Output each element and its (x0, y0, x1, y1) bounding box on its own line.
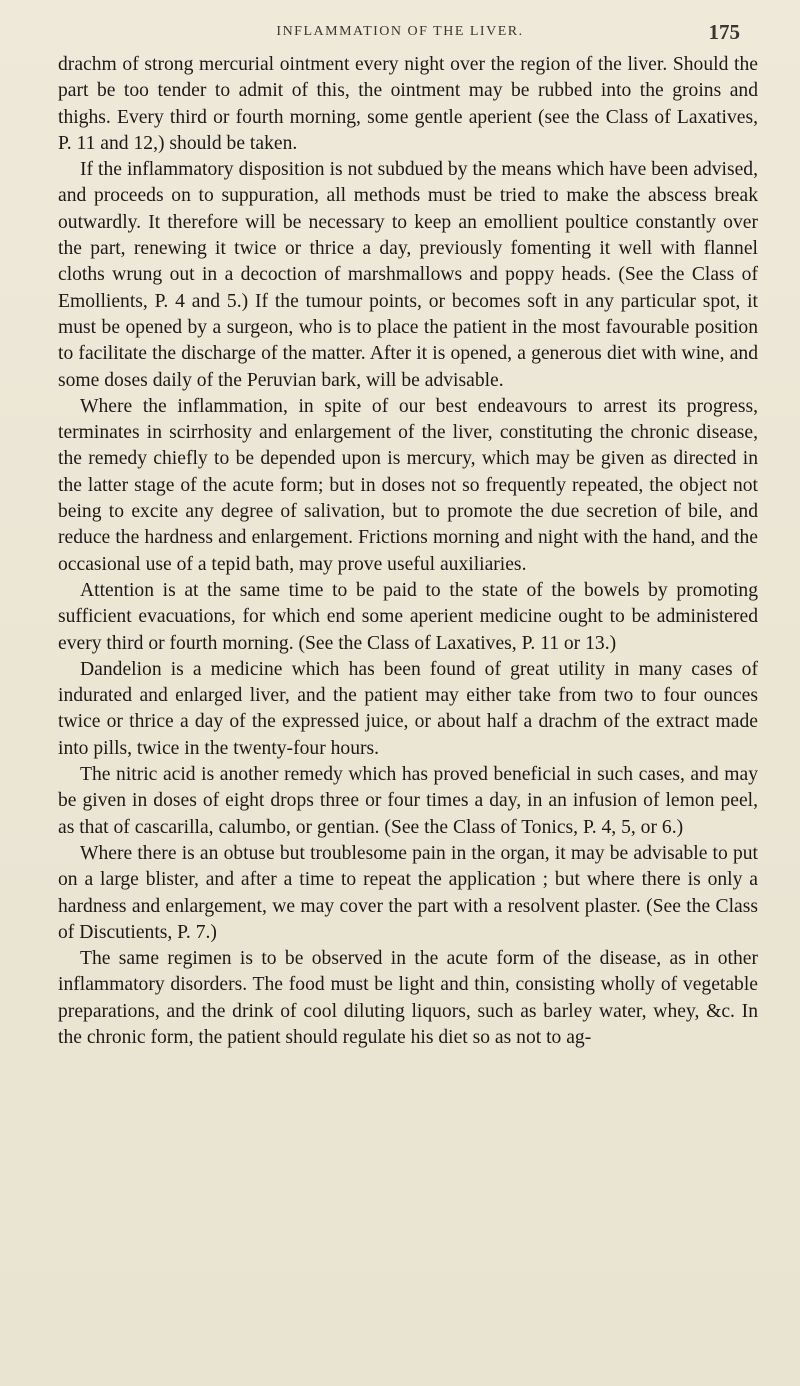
body-text (58, 52, 758, 1051)
paragraph-suppuration: If the inflammatory disposition is not subdued by the means which have been advised, and proceeds on to suppuration, all methods must be tried to make the abscess break outwardly. It therefore will be necessary to keep an emollient poultice constantly over the part, renewing it twice or thrice a day, previously fomenting it well with flannel cloths wrung out in a decoction of marshmallows and poppy heads. (See the Class of Emollients, P. 4 and 5.) If the tumour points, or becomes soft in any particular spot, it must be opened by a surgeon, who is to place the patient in the most favourable position to facilitate the discharge of the matter. After it is opened, a generous diet with wine, and some doses daily of the Peruvian bark, will be advisable. (58, 159, 758, 391)
page-number: 175 (708, 20, 740, 44)
paragraph-dandelion: Dandelion is a medicine which has been found of great utility in many cases of indurated and enlarged liver, and the patient may either take from two to four ounces twice or thrice a day of the expressed juice, or about half a drachm of the extract made into pills, twice in the twenty-four hours. (58, 658, 758, 759)
running-title: INFLAMMATION OF THE LIVER. (276, 24, 524, 39)
paragraph-regimen: The same regimen is to be observed in the acute form of the disease, as in other inflammatory disorders. The food must be light and thin, consisting wholly of vegetable preparations, and the drink of cool diluting liquors, such as barley water, whey, &c. In the chronic form, the patient should regulate his diet so as not to ag- (58, 948, 758, 1048)
paragraph-mercurial-ointment: drachm of strong mercurial ointment every night over the region of the liver. Should the part be too tender to admit of this, the ointment may be rubbed into the groins and thighs. Every third or fourth morning, some gentle aperient (see the Class of Laxatives, P. 11 and 12,) should be taken. (58, 54, 758, 154)
paragraph-chronic-disease: Where the inflammation, in spite of our best endeavours to arrest its progress, terminates in scirrhosity and enlargement of the liver, constituting the chronic disease, the remedy chiefly to be depended upon is mercury, which may be given as directed in the latter stage of the acute form; but in doses not so frequently repeated, the object not being to excite any degree of salivation, but to promote the due secretion of bile, and reduce the hardness and enlargement. Frictions morning and night with the hand, and the occasional use of a tepid bath, may prove useful auxiliaries. (58, 395, 758, 575)
running-head (60, 20, 740, 46)
paragraph-nitric-acid: The nitric acid is another remedy which has proved beneficial in such cases, and may be given in doses of eight drops three or four times a day, in an infusion of lemon peel, as that of cascarilla, calumbo, or gentian. (See the Class of Tonics, P. 4, 5, or 6.) (58, 764, 758, 838)
paragraph-bowels: Attention is at the same time to be paid to the state of the bowels by promoting sufficient evacuations, for which end some aperient medicine ought to be administered every third or fourth morning. (See the Class of Laxatives, P. 11 or 13.) (58, 579, 758, 654)
paragraph-blister: Where there is an obtuse but troublesome pain in the organ, it may be advisable to put on a large blister, and after a time to repeat the application ; but where there is only a hardness and enlargement, we may cover the part with a resolvent plaster. (See the Class of Discutients, P. 7.) (58, 842, 758, 943)
